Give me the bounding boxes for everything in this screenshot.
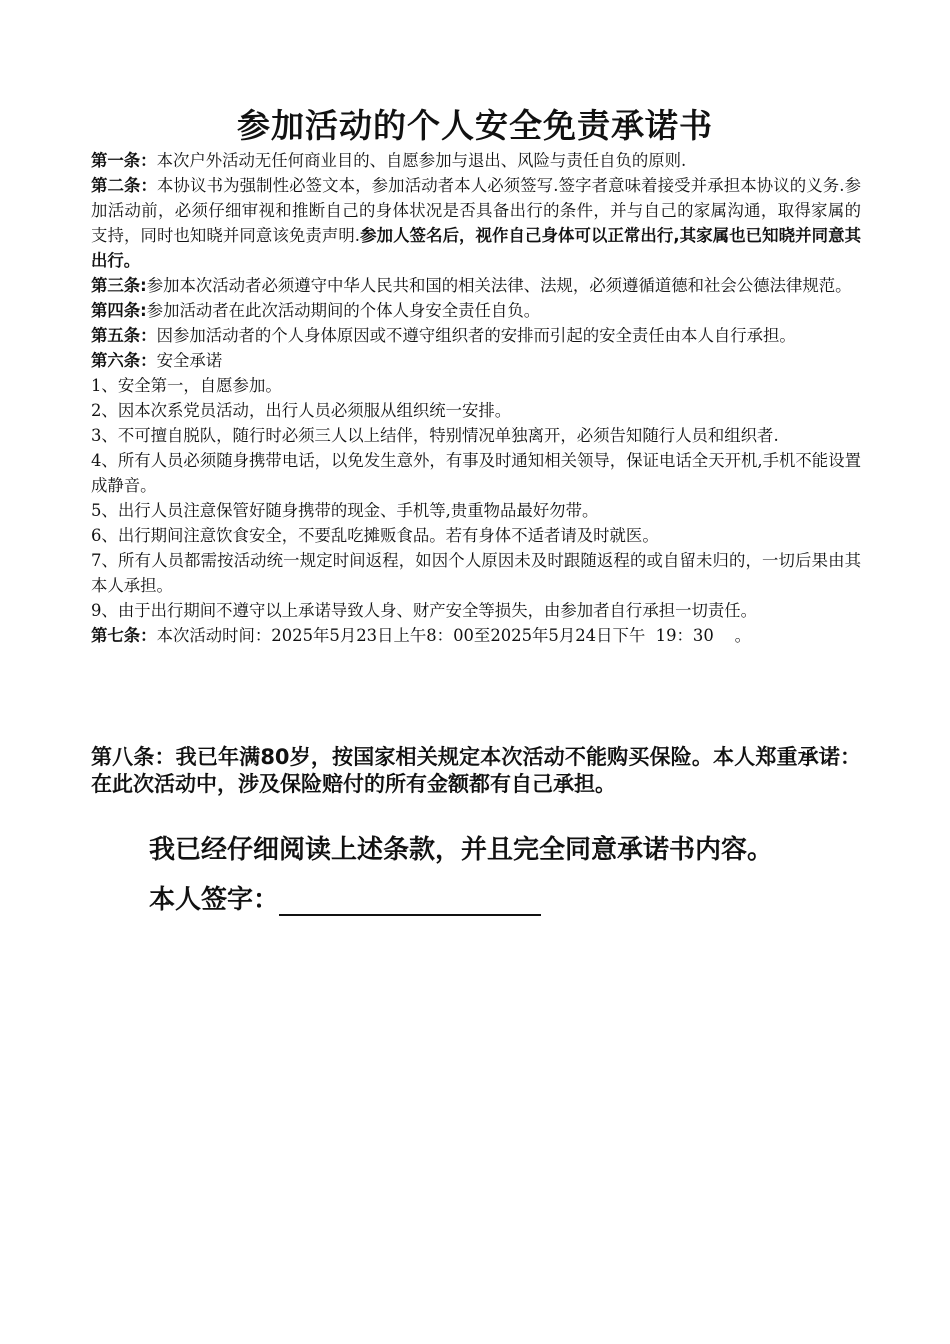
article-text: 参加本次活动者必须遵守中华人民共和国的相关法律、法规，必须遵循道德和社会公德法律规范。 [146, 276, 852, 295]
article-8: 第八条：我已年满80岁，按国家相关规定本次活动不能购买保险。本人郑重承诺：在此次活动中，涉及保险赔付的所有金额都有自己承担。 [91, 745, 861, 796]
signature-row [149, 879, 541, 916]
article-4 [91, 298, 861, 323]
article-text: 本协议书为强制性必签文本，参加活动者本人必须签写.签字者意味着接受并承担本协议的义务.参加活动前，必须仔细审视和推断自己的身体状况是否具备出行的条件，并与自己的家属沟通，取得家属的支持，同时也知晓并同意该免责声明. [91, 176, 862, 245]
article-label: 第一条： [91, 151, 157, 170]
document-title: 参加活动的个人安全免责承诺书 [237, 106, 713, 145]
article-text: 因参加活动者的个人身体原因或不遵守组织者的安排而引起的安全责任由本人自行承担。 [156, 326, 796, 345]
article-1 [91, 148, 861, 173]
promise-item: 9、由于出行期间不遵守以上承诺导致人身、财产安全等损失，由参加者自行承担一切责任。 [91, 601, 758, 620]
promise-item: 6、出行期间注意饮食安全，不要乱吃摊贩食品。若有身体不适者请及时就医。 [91, 526, 659, 545]
article-text: 本次户外活动无任何商业目的、自愿参加与退出、风险与责任自负的原则. [156, 151, 687, 170]
article-label: 第六条： [91, 351, 157, 370]
article-6 [91, 348, 861, 373]
article-label: 第七条： [91, 626, 157, 645]
promise-item: 4、所有人员必须随身携带电话，以免发生意外，有事及时通知相关领导，保证电话全天开机,手机不能设置成静音。 [91, 451, 861, 495]
confirmation-statement: 我已经仔细阅读上述条款，并且完全同意承诺书内容。 [149, 835, 774, 865]
article-bold-text: 参加人签名后，视作自己身体可以正常出行,其家属也已知晓并同意其出行。 [91, 226, 861, 270]
article-text: 参加活动者在此次活动期间的个体人身安全责任自负。 [146, 301, 541, 320]
document-body [91, 148, 861, 648]
promise-item: 7、所有人员都需按活动统一规定时间返程，如因个人原因未及时跟随返程的或自留未归的，一切后果由其本人承担。 [91, 551, 861, 595]
promise-item: 1、安全第一，自愿参加。 [91, 376, 282, 395]
article-label: 第二条： [91, 176, 158, 195]
promise-item: 2、因本次系党员活动，出行人员必须服从组织统一安排。 [91, 401, 512, 420]
article-3 [91, 273, 861, 298]
article-label: 第五条： [91, 326, 157, 345]
article-label: 第三条: [91, 276, 147, 295]
article-text: 本次活动时间：2025年5月23日上午8：00至2025年5月24日下午 19：30 。 [156, 626, 752, 645]
article-5 [91, 323, 861, 348]
promise-item: 3、不可擅自脱队，随行时必须三人以上结伴，特别情况单独离开，必须告知随行人员和组织者. [91, 426, 779, 445]
signature-label: 本人签字： [149, 885, 280, 915]
article-2 [91, 173, 861, 273]
article-7 [91, 623, 861, 648]
article-label: 第四条: [91, 301, 147, 320]
promise-item: 5、出行人员注意保管好随身携带的现金、手机等,贵重物品最好勿带。 [91, 501, 599, 520]
signature-line[interactable] [279, 884, 541, 916]
article-text: 安全承诺 [156, 351, 223, 370]
